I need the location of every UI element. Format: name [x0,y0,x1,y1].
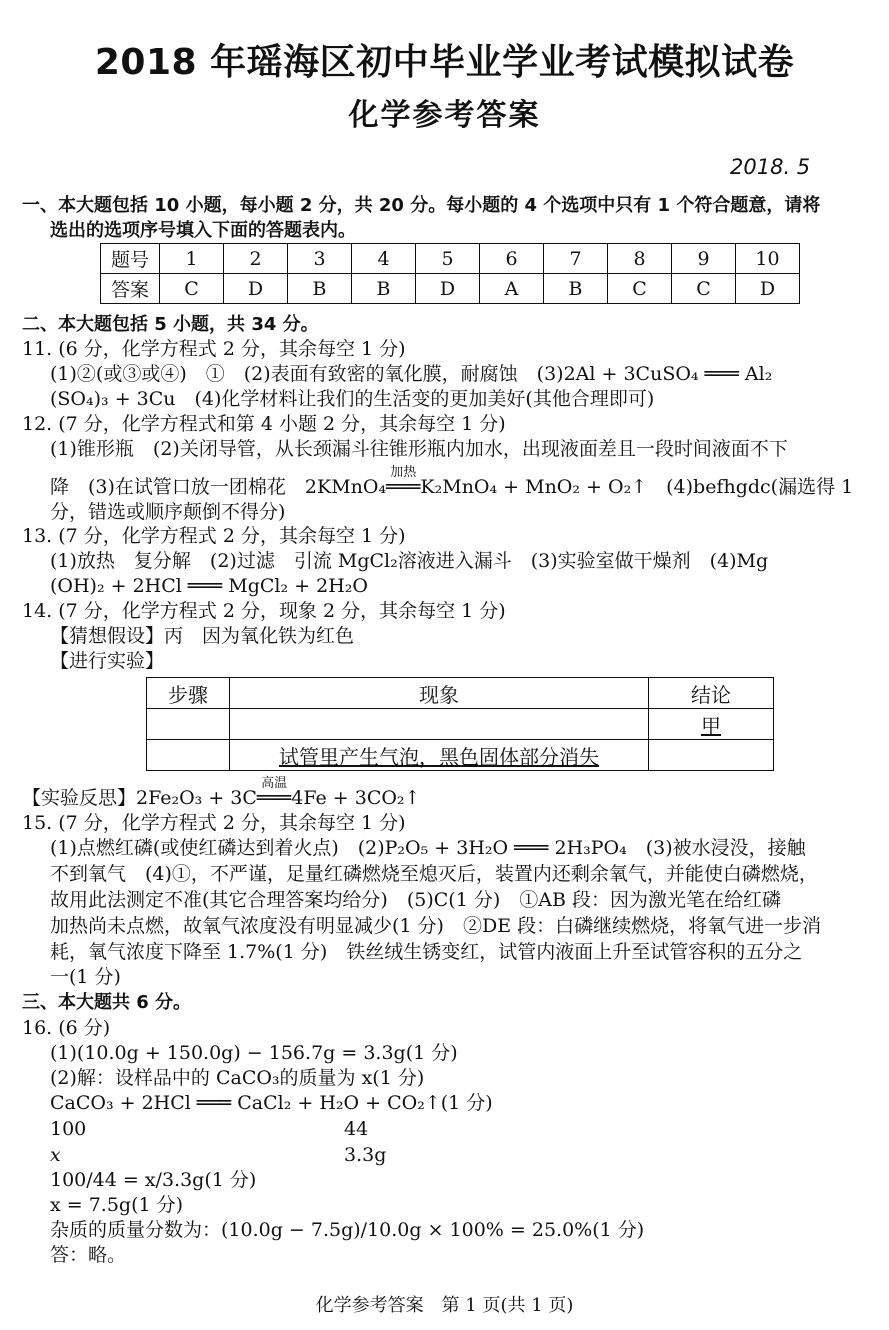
answer-cell: A [480,274,544,304]
header-conclusion: 结论 [649,678,774,709]
q15-line: 一(1 分) [50,966,121,988]
question-number: 5 [416,244,480,274]
section3-heading: 三、本大题共 6 分。 [22,992,192,1013]
row-label-answer: 答案 [101,274,160,304]
section1-heading: 一、本大题包括 10 小题，每小题 2 分，共 20 分。每小题的 4 个选项中只有 1 个符合题意，请将 [22,195,821,216]
q16-mass-100: 100 [50,1118,87,1140]
question-number: 4 [352,244,416,274]
header-phenomenon: 现象 [230,678,649,709]
answer-table [100,243,800,304]
q16-line: x = 7.5g(1 分) [50,1194,184,1216]
table-cell [649,709,774,740]
q14-heading: 14. (7 分，化学方程式 2 分，现象 2 分，其余每空 1 分) [22,600,506,622]
q15-line: 耗，氧气浓度下降至 1.7%(1 分) 铁丝绒生锈变红，试管内液面上升至试管容积的五分之 [50,941,803,963]
question-number: 1 [160,244,224,274]
page-title: 2018 年瑶海区初中毕业学业考试模拟试卷 [94,42,795,83]
answer-cell: D [416,274,480,304]
q15-line: 故用此法测定不准(其它合理答案均给分) (5)C(1 分) ①AB 段：因为激光笔在给红磷 [50,889,781,911]
question-number: 8 [608,244,672,274]
phenomenon-answer: 试管里产生气泡，黑色固体部分消失 [279,744,599,769]
q12-equation-left: 降 (3)在试管口放一团棉花 2KMnO₄ [50,476,387,498]
q11-line: (1)②(或③或④) ① (2)表面有致密的氧化膜，耐腐蚀 (3)2Al + 3CuSO₄ ═══ Al₂ [50,363,773,385]
q16-heading: 16. (6 分) [22,1017,111,1039]
reaction-arrow: 加热 ═══ [386,475,420,500]
q14-reflection [22,776,421,811]
q12-line [50,465,854,500]
q11-line: (SO₄)₃ + 3Cu (4)化学材料让我们的生活变的更加美好(其他合理即可) [50,388,655,410]
conclusion-answer: 甲 [701,713,721,738]
answer-cell: B [544,274,608,304]
question-number: 10 [736,244,800,274]
answer-cell: D [224,274,288,304]
reflection-right: 4Fe + 3CO₂↑ [291,787,421,809]
table-row [147,709,774,740]
q14-experiment-label: 【进行实验】 [50,650,165,672]
header-step: 步骤 [147,678,230,709]
question-number: 6 [480,244,544,274]
question-number: 7 [544,244,608,274]
answer-cell: D [736,274,800,304]
question-number: 2 [224,244,288,274]
page-footer: 化学参考答案 第 1 页(共 1 页) [315,1295,574,1316]
reaction-condition: 加热 [390,465,417,480]
q16-line: 100/44 = x/3.3g(1 分) [50,1169,257,1191]
q16-line: 杂质的质量分数为：(10.0g − 7.5g)/10.0g × 100% = 25.0%(1 分) [50,1219,645,1241]
answer-cell: B [352,274,416,304]
reaction-arrow: 高温 ═══ [257,786,291,811]
q16-equation: CaCO₃ + 2HCl ═══ CaCl₂ + H₂O + CO₂↑(1 分) [50,1092,493,1114]
q14-guess: 【猜想假设】丙 因为氧化铁为红色 [50,625,355,647]
q16-mass-co2: 3.3g [344,1144,387,1166]
table-row [101,274,800,304]
table-cell [230,740,649,771]
q12-equation-right: K₂MnO₄ + MnO₂ + O₂↑ (4)befhgdc(漏选得 1 [420,476,854,498]
question-number: 9 [672,244,736,274]
q15-line: 不到氧气 (4)①，不严谨，足量红磷燃烧至熄灭后，装置内还剩余氧气，并能使白磷燃烧， [50,863,818,885]
q15-line: (1)点燃红磷(或使红磷达到着火点) (2)P₂O₅ + 3H₂O ═══ 2H₃PO₄ (3)被水浸没，接触 [50,837,806,859]
answer-cell: C [608,274,672,304]
page-subtitle: 化学参考答案 [348,98,541,133]
reflection-left: 【实验反思】2Fe₂O₃ + 3C [22,787,257,809]
table-cell [147,740,230,771]
answer-cell: C [160,274,224,304]
answer-cell: B [288,274,352,304]
q15-heading: 15. (7 分，化学方程式 2 分，其余每空 1 分) [22,812,406,834]
q13-line: (1)放热 复分解 (2)过滤 引流 MgCl₂溶液进入漏斗 (3)实验室做干燥剂 (4)Mg [50,550,769,572]
answer-cell: C [672,274,736,304]
table-cell [649,740,774,771]
q16-mass-44: 44 [344,1118,369,1140]
q16-line: (1)(10.0g + 150.0g) − 156.7g = 3.3g(1 分) [50,1042,458,1064]
section2-heading: 二、本大题包括 5 小题，共 34 分。 [22,314,319,335]
q16-answer: 答：略。 [50,1244,127,1266]
q12-line: 分，错选或顺序颠倒不得分) [50,501,286,523]
q13-line: (OH)₂ + 2HCl ═══ MgCl₂ + 2H₂O [50,575,368,597]
table-cell [230,709,649,740]
q16-var-x: x [50,1144,61,1166]
q16-line: (2)解：设样品中的 CaCO₃的质量为 x(1 分) [50,1067,425,1089]
q12-heading: 12. (7 分，化学方程式和第 4 小题 2 分，其余每空 1 分) [22,413,506,435]
question-number: 3 [288,244,352,274]
section1-heading-cont: 选出的选项序号填入下面的答题表内。 [50,220,356,241]
q11-heading: 11. (6 分，化学方程式 2 分，其余每空 1 分) [22,338,406,360]
date-label: 2018. 5 [730,155,811,179]
experiment-table [146,677,774,771]
q12-line: (1)锥形瓶 (2)关闭导管，从长颈漏斗往锥形瓶内加水，出现液面差且一段时间液面不下 [50,438,788,460]
table-cell [147,709,230,740]
q13-heading: 13. (7 分，化学方程式 2 分，其余每空 1 分) [22,525,406,547]
table-row [101,244,800,274]
reaction-condition: 高温 [261,776,288,791]
q15-line: 加热尚未点燃，故氧气浓度没有明显减少(1 分) ②DE 段：白磷继续燃烧，将氧气进一步消 [50,915,822,937]
table-row [147,678,774,709]
table-row [147,740,774,771]
row-label-number: 题号 [101,244,160,274]
